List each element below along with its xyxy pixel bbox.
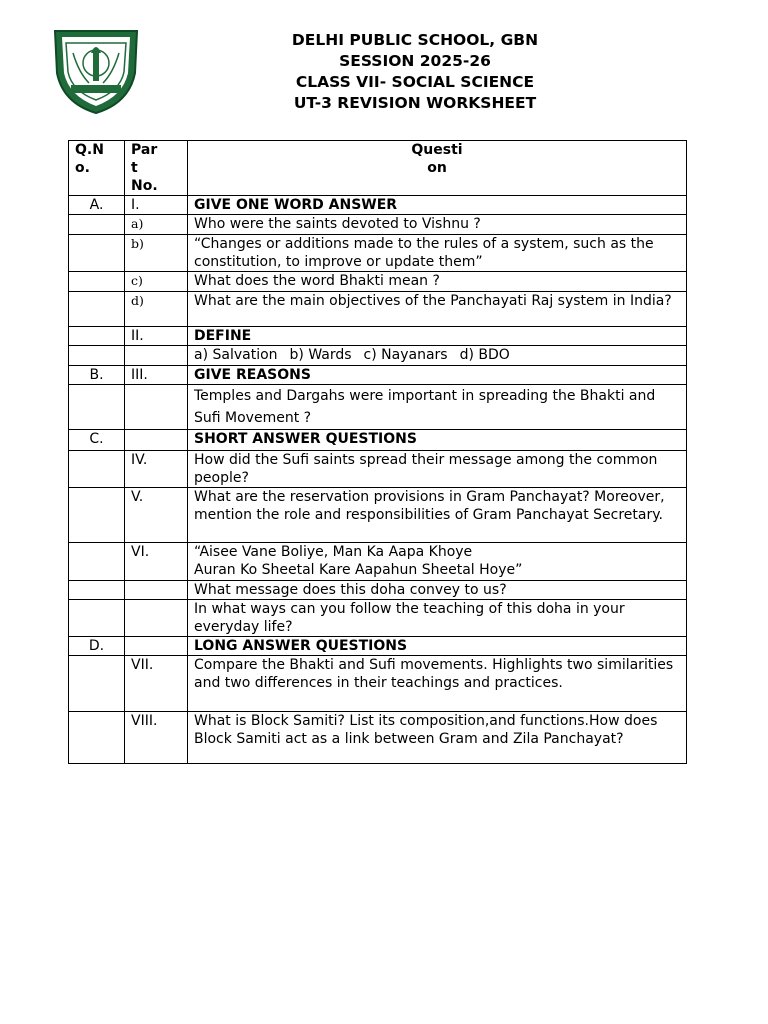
question-number-cell	[69, 346, 125, 366]
question-number-cell	[69, 272, 125, 292]
part-number-cell: a)	[125, 215, 188, 235]
question-number-cell	[69, 656, 125, 712]
question-text: What are the reservation provisions in Gram Panchayat? Moreover, mention the role and responsibilities of Gram Panchayat Secretary.	[188, 488, 687, 543]
worksheet-table	[68, 140, 687, 764]
table-row	[69, 327, 687, 346]
header-part: Par t No.	[125, 141, 188, 196]
header-question: Questi on	[188, 141, 687, 196]
section-heading: SHORT ANSWER QUESTIONS	[188, 430, 687, 451]
table-header-row	[69, 141, 687, 196]
section-heading: GIVE ONE WORD ANSWER	[188, 196, 687, 215]
part-number-cell: b)	[125, 235, 188, 272]
question-number-cell	[69, 235, 125, 272]
question-text: Compare the Bhakti and Sufi movements. Highlights two similarities and two differences in their teachings and practices.	[188, 656, 687, 712]
question-text	[188, 346, 687, 366]
part-number-cell	[125, 637, 188, 656]
session-line: SESSION 2025-26	[339, 52, 491, 70]
part-number-cell: II.	[125, 327, 188, 346]
part-number-cell: V.	[125, 488, 188, 543]
question-text: Temples and Dargahs were important in spreading the Bhakti and Sufi Movement ?	[188, 385, 687, 430]
table-row	[69, 637, 687, 656]
part-number-cell: c)	[125, 272, 188, 292]
question-number-cell: A.	[69, 196, 125, 215]
part-number-cell: III.	[125, 366, 188, 385]
question-number-cell	[69, 327, 125, 346]
class-line: CLASS VII- SOCIAL SCIENCE	[295, 73, 535, 91]
part-number-cell	[125, 430, 188, 451]
table-row	[69, 581, 687, 600]
question-number-cell: D.	[69, 637, 125, 656]
part-number-cell: VIII.	[125, 712, 188, 764]
question-number-cell: B.	[69, 366, 125, 385]
part-number-cell	[125, 385, 188, 430]
table-row	[69, 488, 687, 543]
worksheet-title: UT-3 REVISION WORKSHEET	[293, 94, 537, 112]
question-number-cell: C.	[69, 430, 125, 451]
table-row	[69, 366, 687, 385]
table-row	[69, 656, 687, 712]
question-text: How did the Sufi saints spread their message among the common people?	[188, 451, 687, 488]
table-row	[69, 196, 687, 215]
school-name: DELHI PUBLIC SCHOOL, GBN	[291, 31, 539, 49]
part-number-cell: VI.	[125, 543, 188, 581]
define-term: b) Wards	[289, 347, 352, 363]
part-number-cell	[125, 346, 188, 366]
question-text: Who were the saints devoted to Vishnu ?	[188, 215, 687, 235]
part-number-cell: VII.	[125, 656, 188, 712]
question-number-cell	[69, 488, 125, 543]
define-term: a) Salvation	[194, 347, 278, 363]
section-heading: LONG ANSWER QUESTIONS	[188, 637, 687, 656]
question-number-cell	[69, 451, 125, 488]
part-number-cell: IV.	[125, 451, 188, 488]
section-heading: GIVE REASONS	[188, 366, 687, 385]
question-text: What are the main objectives of the Panchayati Raj system in India?	[188, 292, 687, 327]
table-row	[69, 346, 687, 366]
section-heading: DEFINE	[188, 327, 687, 346]
table-row	[69, 451, 687, 488]
table-row	[69, 385, 687, 430]
part-number-cell	[125, 581, 188, 600]
table-row	[69, 292, 687, 327]
question-text: In what ways can you follow the teaching of this doha in your everyday life?	[188, 600, 687, 637]
part-number-cell: d)	[125, 292, 188, 327]
table-row	[69, 712, 687, 764]
question-text: “Changes or additions made to the rules of a system, such as the constitution, to improve or update them”	[188, 235, 687, 272]
question-text: “Aisee Vane Boliye, Man Ka Aapa Khoye Auran Ko Sheetal Kare Aapahun Sheetal Hoye”	[188, 543, 687, 581]
table-row	[69, 600, 687, 637]
question-text: What is Block Samiti? List its composition,and functions.How does Block Samiti act as a link between Gram and Zila Panchayat?	[188, 712, 687, 764]
school-crest-icon	[49, 23, 143, 115]
table-row	[69, 272, 687, 292]
question-text: What does the word Bhakti mean ?	[188, 272, 687, 292]
table-row	[69, 235, 687, 272]
question-number-cell	[69, 712, 125, 764]
question-number-cell	[69, 581, 125, 600]
header-qno: Q.N o.	[69, 141, 125, 196]
question-number-cell	[69, 385, 125, 430]
question-number-cell	[69, 600, 125, 637]
table-row	[69, 215, 687, 235]
define-term: c) Nayanars	[363, 347, 448, 363]
question-number-cell	[69, 543, 125, 581]
define-term: d) BDO	[459, 347, 510, 363]
question-number-cell	[69, 292, 125, 327]
document-header	[250, 30, 580, 114]
part-number-cell: I.	[125, 196, 188, 215]
table-row	[69, 430, 687, 451]
question-text: What message does this doha convey to us?	[188, 581, 687, 600]
table-row	[69, 543, 687, 581]
part-number-cell	[125, 600, 188, 637]
question-number-cell	[69, 215, 125, 235]
